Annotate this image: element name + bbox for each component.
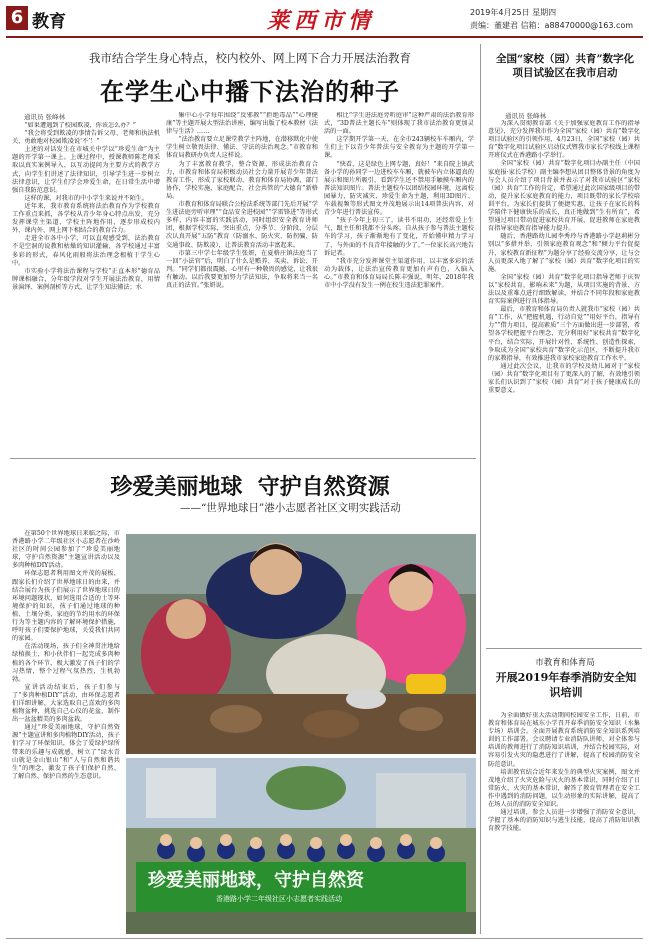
article2-body — [12, 530, 120, 934]
sidebar1-headline: 全国“家校（园）共育”数字化项目试验区在我市启动 — [495, 53, 635, 79]
masthead-logo: 莱西市情 — [267, 8, 376, 34]
article1-col1-p1: “如果遭遇到了校园欺凌，你该怎么办？” — [24, 122, 136, 129]
sidebar1-p2: 全国“家校（园）共育”数字化项目办副主任（中国家庭报·家长学校）副主编李想从团目整体背景的角度为与会人员介绍了项目背景并表示了对我市试验区“家校（园）共育”工作的肯定，希望通过此次国家级项目的带动，提升家长家庭教育的能力，项目既带的家长学校培训平台，为家长们提供了便捷实惠，让孩子在家长的科学陪伴下健康快乐的成长，真正地做到“生有所育”，希望通过项目带动促进家校共育开展，促进教师在家庭教育指导家庭教育指导能力提升。 — [488, 160, 640, 233]
article1-col2-p3: 为了丰富教育教学，整合资源，形成法治教育合力，市教育和体育局积极动员社会力量开展青少年普法教育工作，形成了家校联动、教育和体育局协调，部门协作，学校实施，家庭配合，社会共管的“大德育”新格局。 — [166, 160, 318, 200]
article1-col3-p3: “快看，这是绿色上网专题，真好！”来自院上镇武备小学的孙同学一边进校车车厢，就被车内立体逼真的展示和图片所吸引，看到学生还不禁用手触摸车厢内的普法知识图片。普法主题校车以团结校园环境，远离校园暴力，防灾减灾、珍爱生命为主题，利用3D图片、车载视频等形式图文并茂地展示出14项普法内容，对青少年进行普法宣传。 — [324, 160, 474, 217]
banner-subtext: 香港路小学二年级社区小志愿者实践活动 — [216, 895, 342, 903]
issue-date: 2019年4月25日 星期四 — [470, 8, 557, 17]
header-rule — [6, 36, 643, 38]
banner-text: 珍爱美丽地球，守护自然资 — [148, 870, 364, 891]
sidebar1-body — [488, 120, 640, 643]
sidebar2-p3: 通过培训，参会人员进一步增强了消防安全意识，学握了基本的消防知识与逃生技能，提高了消防知识教育教学技能。 — [488, 809, 640, 833]
article1-col1-p7: 市实验小学将法治课程与学校“正直本形”德育品牌课相融合，分年级学段对学生开展法治教育，用情景演绎、案例剖析等方式，让学生知法懂法；水 — [12, 267, 160, 291]
article2-p5: 通过“珍爱美丽地球，守护自然资源”主题宣讲和多肉植物DIY活动，孩子们学习了环保知识，体会了爱绿护绿所带来的乐趣与成就感，树立了“绿水青山就是金山银山”和“人与自然和谐共生”的理念，激发了孩子们保护自然、了解自然、保护自然的生态意识。 — [12, 724, 120, 780]
article1-col3-p5: “我市充分发挥课堂主渠道作用，以丰富多彩的活动为载体，让法治宣传教育更加有声有色，入脑入心。”市教育和体育局局长陈丰强说，明年，2018年我市中小学没有发生一例在校生违法犯罪案件。 — [324, 257, 474, 289]
article2-p2: 环保志愿者利用图文并茂的展板，跟家长们介绍了世界地球日的由来，并结合展台为孩子们展示了世界地球日的环境问题现状，如何选用合适的土等环境保护的知识，孩子们通过地球的种植、土壤分类、家庭的节约用水的环保行为等主题内容的了解环境保护措施，呼吁孩子们要保护地球，关爱我们共同的家园。 — [12, 570, 120, 643]
article1-col2 — [166, 112, 318, 442]
sidebar1-p1: 为深入贯彻教育部《关于加强家庭教育工作的指导意见》，充分发挥我市作为全国“家校（园）共育”数字化项目试验区的引领作用，4月23日，全国“家校（园）共育”数字化项目试验区启动仪式暨我市家长学校线上课程开班仪式在香港路小学举行。 — [488, 120, 640, 160]
article2-headline: 珍爱美丽地球 守护自然资源 — [110, 474, 390, 500]
article1-col2-p4: 市教育和体育局联合公检法系统等部门先后开展“学生进法庭旁听审理”“食品安全进校园”“学雷锋进”等形式多样，内容丰富的实践活动，同时组织安全教育讲师团，根据学校实际，突出重点，分季节、分阶段、分层次认真开展“五防”教育（防溺水、防火灾、防拐骗、防交通事故、防欺凌），让普法教育活动丰富起来。 — [166, 201, 318, 249]
article1-col2-p1: 集中心小学每年围绕“反邪教”“拒绝毒品”“心理健康”等主题开展大型法治讲座，编写出版了校本教材《法律与生活》…… — [166, 112, 318, 136]
article1-col3-p1: 相比“学生进法庭旁听庭审”这种严肃的法治教育形式，“3D普法主题长车”则体现了我市法治教育更加灵活的一面。 — [324, 112, 474, 136]
sidebar2-divider — [486, 648, 642, 649]
article1-col1-p6: 走进全市各中小学，可以直观感受到，法治教育不是空洞的说教和枯燥的知识灌输，各学校通过丰富多彩的形式，春风化雨般将法治理念根植于学生心中。 — [12, 235, 160, 267]
article1-col3-p4: “孩子今年上初三了，读书不用功，还经常爱上生气，跟主任和我都不分头疼。自从孩子参与普法主题校车的学习，孩子渐渐地有了变化，开始懂申精力学习了，与外面的不良青年接触的少了。”一位家长高兴地告诉记者。 — [324, 217, 474, 257]
article2-p3: 在活动现场，孩子们全神贯注地给绿植换土，和小伙伴们一起完成多肉种植的各个环节，极大激发了孩子们的学习热情，整个过程气氛热烈，生机勃勃。 — [12, 643, 120, 683]
page-bottom-rule — [6, 938, 643, 939]
vertical-divider-right — [480, 44, 481, 934]
article1-kicker: 我市结合学生身心特点，校内校外、网上网下合力开展法治教育 — [89, 51, 411, 65]
sidebar2-body — [488, 712, 640, 934]
sidebar1-byline: 通讯员 张峰林 — [505, 112, 547, 120]
sidebar1-p6: 通过此次会议，让我市的学校及幼儿园对于“家校（园）共育”数字化项目有了更深入的了解，有效地引领家长们认识到了“家校（园）共育”对于孩子健康成长的重要意义。 — [488, 362, 640, 395]
article1-col3-p2: 这学期开学第一天，在全市243辆校车车厢内，学生们上下以青少年普法与安全教育为主题的开学第一课。 — [324, 136, 474, 160]
article-divider — [10, 458, 476, 459]
section-name: 教育 — [32, 12, 66, 32]
article1-col2-p5: 市第三中学七年级学生张妍，在夏格庄镇法庭当了一回“小法官”后，明白了什么是赡养、买卖、诉讼、开判。“同学们都很震撼，心里有一种敬畏的感觉，让我很有触动。以后我要更加努力学法知法，争取将来当一名真正的法官。”张妍说。 — [166, 249, 318, 289]
article1-col1 — [12, 122, 160, 442]
sidebar2-headline: 开展2019年春季消防安全知识培训 — [495, 671, 637, 699]
photo-group-banner — [126, 758, 476, 934]
sidebar2-p1: 为全面做好重大活动期间校园安全工作，日前，市教育和体育局在城东小学召开春季消防安全知识（水集专场）培训会。全面开展教育系统消防安全知识系列培训的工作部署。会议聘请专业消防队讲师，对全体参与培训的教师进行了消防知识培训，并结合校园实际，对容易引发火灾的隐患进行了讲解，提高了校园消防安全防范意识。 — [488, 712, 640, 768]
photo1-scene — [126, 534, 476, 754]
page-number: 6 — [6, 6, 28, 30]
article1-col1-p4: 这样的课，对我市的中小学生来说并不陌生。 — [24, 194, 149, 202]
article1-byline: 通讯员 张峰林 — [24, 113, 66, 121]
sidebar2-kicker: 市教育和体育局 — [535, 658, 595, 668]
article2-p1: 在第50个世界地球日来临之际，市香港路小学二年级社区小志愿者在沙岭社区的时间公园参加了“珍爱美丽地球，守护自然资源”主题宣讲活动以及多肉种植DIY活动。 — [12, 530, 120, 570]
sidebar2-p2: 培训教官结合近年来发生的典型火灾案例，图文并茂地介绍了火灾危险与灭火的基本常识，同时介绍了日常防火、火灾的基本常识，解答了教育管理者在安全工作中遇到的消防问题，以生动形象的实际讲解，提高了在场人员的消防安全知识。 — [488, 768, 640, 809]
sidebar1-p4: 全国“家校（园）共育”数字化项目指导老师于庆智以“家校共育，影响未来”为题，从项目实施的背景、方法以及重难点进行细致解读，并结合不同年段和家庭教育实际案例进行具体指导。 — [488, 273, 640, 306]
article1-col1-p2: “我会将受到欺凌的事情告诉父母、老师和执法机关，勇敢地对校园欺凌说‘不’！” — [12, 130, 160, 146]
article1-col3 — [324, 112, 474, 442]
article1-col1-p3: 上述的对话发生在市城关中学以“珍爱生命”为主题的开学第一课上。上课过程中，授课教师陈老师采取以真实案例导入、以互动提问为主要方式的教学方式，向学生们讲述了法律知识，引导学生进一步树立法律意识，让学生们学会珍爱生命，在日常生活中增强自我防范意识。 — [12, 146, 160, 194]
article1-col1-p5: 近年来，我市教育系统将法治教育作为学校教育工作重点来抓，各学校从青少年身心特点出发，充分发挥课堂主渠道、学校主阵地作用，逐步形成校内外、课内外、网上网下相结合的教育合力。 — [12, 202, 160, 235]
sidebar1-p5: 最后，市教育和体育局负责人就我市“家校（园）共育”工作，从“把握机遇，行动自觉”“用好平台，指导有力”“借力项目，提高素质”三个方面做出进一步部署，希望各学校把握平台理念，充分利用好“家校共育”数字化平台，结合实际，开展针对性、系统性、创造性探索，争取成为全国“家校共育”数字化示范区，不断提升我市的家教指导，有效推进我市家校家庭教育工作水平。 — [488, 306, 640, 362]
sidebar1-p3: 随后，香港路幼儿园李秀玲与香港路小学赵莉彬分别以“多措并举，引领家庭教育观念”和“倾力平台促提升，家校教育新征程”为题分享了经验交流分享，让与会人员更深入地了解了“家校（园）共育”数字化项目的实施。 — [488, 233, 640, 273]
article1-headline: 在学生心中播下法治的种子 — [100, 77, 400, 106]
photo2-scene — [126, 758, 476, 934]
editor-line: 责编：董建君 信箱：a88470000@163.com — [470, 21, 634, 30]
photo-children-planting — [126, 534, 476, 754]
article1-col2-p2: “法治教育要立足课堂教学主阵地，在潜移默化中使学生树立敬畏法律、懂法、守法的法治观念。”市教育和体育局教研办负责人这样说。 — [166, 136, 318, 160]
article2-subheadline: ——“世界地球日”港小志愿者社区文明实践活动 — [180, 502, 401, 514]
article2-p4: 宣讲活动结束后，孩子们参与了“多肉种植DIY”活动，由环保志愿者们详细讲解，大家选取自己喜欢的多肉植物盆种，挑选自己心仪的花盆，制作出一盆盆精美的多肉盆栽。 — [12, 683, 120, 724]
